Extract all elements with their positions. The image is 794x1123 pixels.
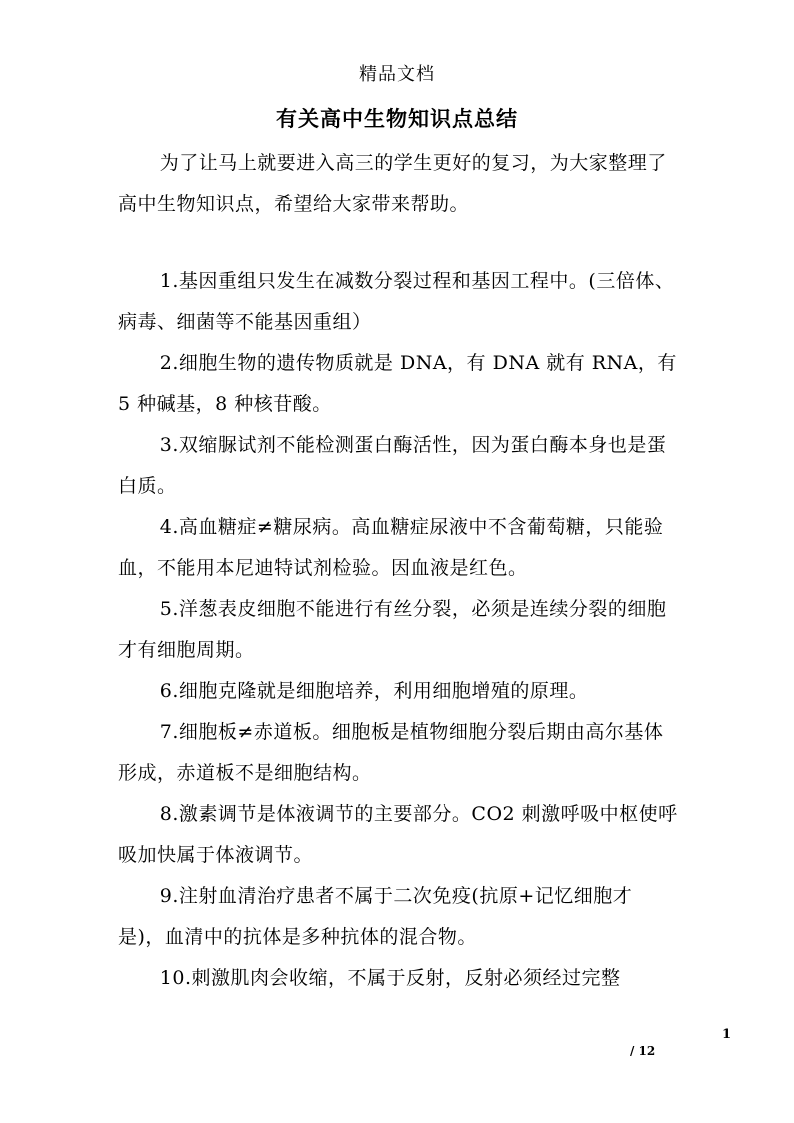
knowledge-points-list	[118, 261, 678, 999]
knowledge-point: 5.洋葱表皮细胞不能进行有丝分裂，必须是连续分裂的细胞才有细胞周期。	[118, 598, 667, 661]
knowledge-point: 7.细胞板≠赤道板。细胞板是植物细胞分裂后期由高尔基体形成，赤道板不是细胞结构。	[118, 721, 664, 784]
page-total: / 12	[630, 1044, 656, 1058]
page-number: 1	[722, 1027, 732, 1042]
header-label: 精品文档	[359, 64, 435, 85]
knowledge-point: 8.激素调节是体液调节的主要部分。CO2 刺激呼吸中枢使呼吸加快属于体液调节。	[118, 803, 678, 866]
knowledge-point: 1.基因重组只发生在减数分裂过程和基因工程中。(三倍体、病毒、细菌等不能基因重组）	[118, 270, 675, 333]
knowledge-point: 9.注射血清治疗患者不属于二次免疫(抗原+记忆细胞才是)，血清中的抗体是多种抗体的混合物。	[118, 885, 633, 948]
intro-paragraph: 为了让马上就要进入高三的学生更好的复习，为大家整理了高中生物知识点，希望给大家带来帮助。	[118, 152, 667, 215]
intro-section	[118, 143, 678, 225]
knowledge-point: 10.刺激肌肉会收缩，不属于反射，反射必须经过完整	[159, 967, 621, 989]
knowledge-point: 6.细胞克隆就是细胞培养，利用细胞增殖的原理。	[159, 680, 589, 702]
document-title: 有关高中生物知识点总结	[276, 106, 518, 131]
knowledge-point: 2.细胞生物的遗传物质就是 DNA，有 DNA 就有 RNA，有 5 种碱基，8 种核苷酸。	[118, 352, 677, 415]
knowledge-point: 4.高血糖症≠糖尿病。高血糖症尿液中不含葡萄糖，只能验血，不能用本尼迪特试剂检验。因血液是红色。	[118, 516, 664, 579]
knowledge-point: 3.双缩脲试剂不能检测蛋白酶活性，因为蛋白酶本身也是蛋白质。	[118, 434, 667, 497]
